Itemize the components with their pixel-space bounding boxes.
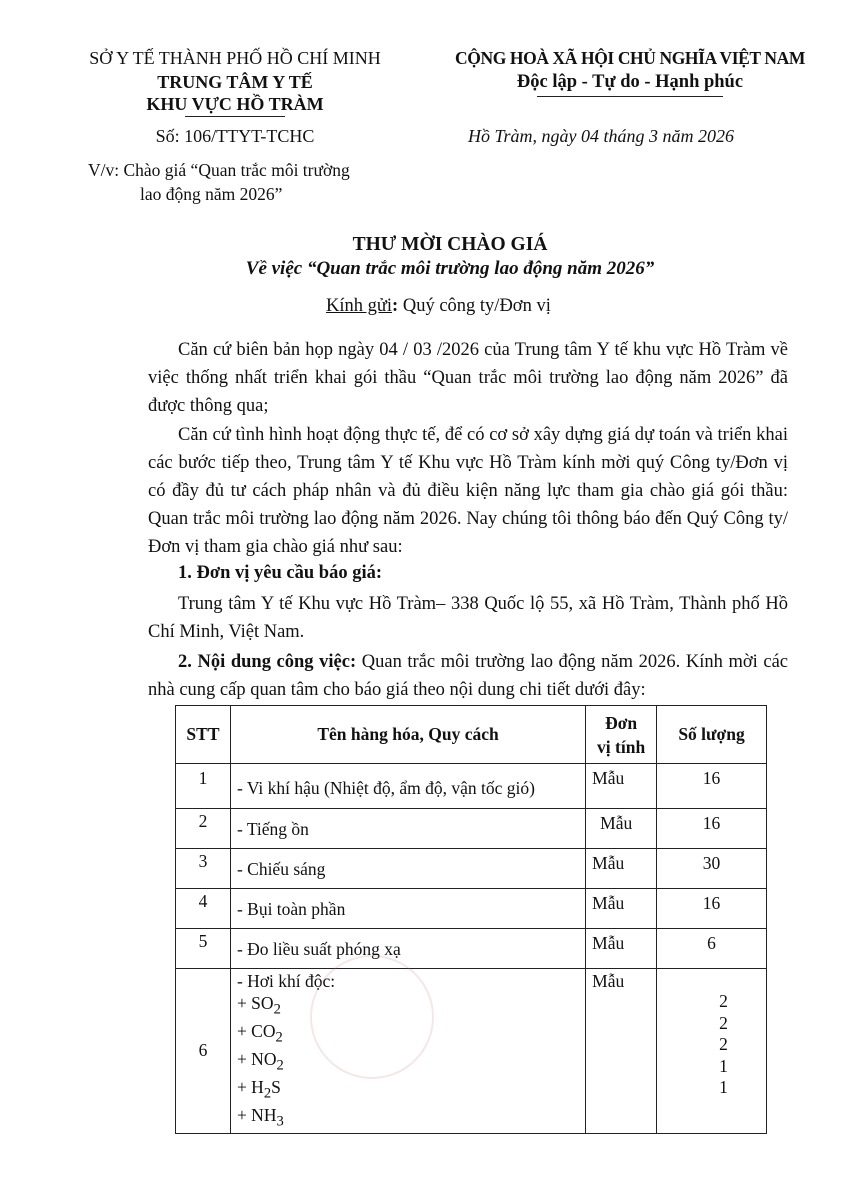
agency-underline — [185, 116, 285, 117]
document-title: THƯ MỜI CHÀO GIÁ — [352, 234, 548, 255]
cell-name: - Bụi toàn phần — [230, 889, 585, 929]
section1-text: Trung tâm Y tế Khu vực Hồ Tràm– 338 Quốc lộ 55, xã Hồ Tràm, Thành phố Hồ Chí Minh, Việt Nam. — [148, 594, 788, 642]
table-row — [176, 809, 767, 849]
nation-motto: Độc lập - Tự do - Hạnh phúc — [516, 72, 744, 92]
table-header-row — [176, 706, 767, 764]
cell-qty: 6 — [657, 929, 767, 969]
recipient-line — [326, 296, 551, 317]
gas-qty: 2 — [719, 991, 728, 1011]
toxic-gas-heading: - Hơi khí độc: — [236, 971, 336, 991]
header-name: Tên hàng hóa, Quy cách — [230, 706, 585, 764]
header-unit-line1: Đơn — [605, 712, 638, 733]
goods-table — [175, 705, 767, 1134]
header-unit — [586, 706, 657, 764]
cell-qty-list — [657, 969, 767, 1134]
gas-qty: 1 — [719, 1077, 728, 1097]
recipient-colon: : — [392, 296, 399, 316]
recipient-label: Kính gửi — [326, 296, 393, 316]
place-date: Hồ Tràm, ngày 04 tháng 3 năm 2026 — [468, 126, 735, 146]
table-row — [176, 929, 767, 969]
motto-underline — [537, 96, 723, 97]
cell-unit: Mẫu — [586, 889, 657, 929]
cell-stt: 4 — [176, 889, 231, 929]
header-unit-line2: vị tính — [597, 736, 646, 757]
agency-name-line1: TRUNG TÂM Y TẾ — [157, 72, 313, 92]
section2-heading: 2. Nội dung công việc: — [178, 652, 357, 672]
table-row — [176, 889, 767, 929]
cell-stt: 5 — [176, 929, 231, 969]
agency-parent: SỞ Y TẾ THÀNH PHỐ HỒ CHÍ MINH — [89, 48, 381, 68]
table-row — [176, 764, 767, 809]
header-qty: Số lượng — [657, 706, 767, 764]
cell-stt: 3 — [176, 849, 231, 889]
cell-qty: 30 — [657, 849, 767, 889]
doc-number: Số: 106/TTYT-TCHC — [155, 126, 315, 146]
cell-unit: Mẫu — [586, 764, 657, 809]
gas-qty: 2 — [719, 1034, 728, 1054]
cell-name: - Vi khí hậu (Nhiệt độ, ẩm độ, vận tốc gió) — [230, 764, 585, 809]
table-row — [176, 849, 767, 889]
section2-paragraph — [148, 648, 788, 704]
subject-line2: lao động năm 2026” — [140, 184, 283, 204]
cell-name: - Tiếng ồn — [230, 809, 585, 849]
cell-unit: Mẫu — [586, 849, 657, 889]
nation-title: CỘNG HOÀ XÃ HỘI CHỦ NGHĨA VIỆT NAM — [455, 48, 805, 68]
header-stt: STT — [176, 706, 231, 764]
section1-heading: 1. Đơn vị yêu cầu báo giá: — [178, 563, 382, 583]
paragraph-basis-situation: Căn cứ tình hình hoạt động thực tế, để có cơ sở xây dựng giá dự toán và triển khai các bước tiếp theo, Trung tâm Y tế Khu vực Hồ Tràm kính mời quý Công ty/Đơn vị có đầy đủ tư cách pháp nhân và đủ điều kiện năng lực tham gia chào giá gói thầu: Quan trắc môi trường lao động năm 2026. Nay chúng tôi thông báo đến Quý Công ty/Đơn vị tham gia chào giá như sau: — [148, 425, 788, 557]
gas-qty: 2 — [719, 1012, 728, 1033]
cell-stt: 1 — [176, 764, 231, 809]
cell-unit: Mẫu — [586, 929, 657, 969]
paragraph-basis-meeting: Căn cứ biên bản họp ngày 04 / 03 /2026 của Trung tâm Y tế khu vực Hồ Tràm về việc thống nhất triển khai gói thầu “Quan trắc môi trường lao động năm 2026” đã được thông qua; — [148, 340, 788, 416]
section2-text: Quan trắc môi trường lao động năm 2026. Kính mời các nhà cung cấp quan tâm cho báo giá theo nội dung chi tiết dưới đây: — [148, 652, 788, 700]
gas-item: + $H_2S$ — [236, 1076, 281, 1101]
gas-item: + $CO_2$ — [236, 1020, 283, 1045]
gas-item: + $NH_3$ — [236, 1104, 284, 1129]
agency-name-line2: KHU VỰC HỒ TRÀM — [146, 94, 324, 114]
gas-qty: 1 — [719, 1055, 728, 1076]
cell-unit: Mẫu — [586, 969, 657, 1134]
table-row-toxic-gases — [176, 969, 767, 1134]
gas-item: + $NO_2$ — [236, 1048, 284, 1073]
recipient-value: Quý công ty/Đơn vị — [398, 296, 551, 316]
cell-qty: 16 — [657, 889, 767, 929]
subject-line1: V/v: Chào giá “Quan trắc môi trường — [88, 160, 350, 180]
gas-item: + $SO_2$ — [236, 992, 281, 1017]
cell-stt: 2 — [176, 809, 231, 849]
cell-qty: 16 — [657, 764, 767, 809]
cell-name: - Đo liều suất phóng xạ — [230, 929, 585, 969]
cell-name: - Chiếu sáng — [230, 849, 585, 889]
cell-stt: 6 — [176, 969, 231, 1134]
cell-unit: Mẫu — [586, 809, 657, 849]
faint-stamp-mark — [310, 955, 434, 1079]
document-subtitle: Về việc “Quan trắc môi trường lao động năm 2026” — [245, 258, 655, 279]
cell-qty: 16 — [657, 809, 767, 849]
